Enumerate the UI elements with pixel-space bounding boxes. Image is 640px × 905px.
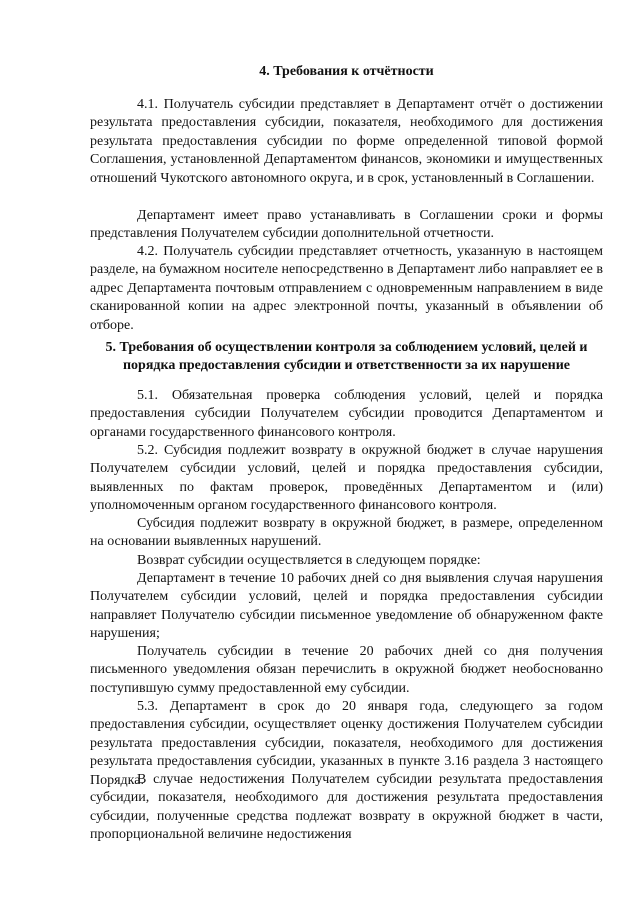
paragraph-4-2: 4.2. Получатель субсидии представляет отчетность, указанную в настоящем разделе, на бумажном носителе непосредственно в Департамент либо направляет ее в адрес Департамента почтовым отправлением с одновременным направлением в виде сканированной копии на адрес электронной почты, указанный в объявлении об отборе. xyxy=(90,244,603,333)
paragraph-4-1: 4.1. Получатель субсидии представляет в Департамент отчёт о достижении результата предоставления субсидии, показателя, необходимого для достижения результата предоставления субсидии по форме определенной типовой формой Соглашения, установленной Департаментом финансов, экономики и имущественных отношений Чукотского автономного округа, и в срок, установленный в Соглашении. xyxy=(90,97,603,186)
paragraph-5-1: 5.1. Обязательная проверка соблюдения условий, целей и порядка предоставления субсидии Получателем субсидии проводится Департаментом и органами государственного финансового контроля. xyxy=(90,388,603,440)
paragraph-5-3: 5.3. Департамент в срок до 20 января года, следующего за годом предоставления субсидии, осуществляет оценку достижения Получателем субсидии результата предоставления субсидии, показателя, необходимого для достижения результата предоставления субсидии, указанных в пункте 3.16 раздела 3 настоящего Порядка. xyxy=(90,699,603,788)
paragraph-5-2-refund: Получатель субсидии в течение 20 рабочих дней со дня получения письменного уведомления обязан перечислить в окружной бюджет необоснованно поступившую сумму предоставленной ему субсидии. xyxy=(90,644,603,696)
paragraph-5-3-shortfall: В случае недостижения Получателем субсидии результата предоставления субсидии, показателя, необходимого для достижения результата предоставления субсидии, полученные средства подлежат возврату в окружной бюджет в части, пропорциональной величине недостижения xyxy=(90,772,603,843)
section-4-title: 4. Требования к отчётности xyxy=(259,64,434,79)
paragraph-5-2-notice: Департамент в течение 10 рабочих дней со дня выявления случая нарушения Получателем субсидии условий, целей и порядка предоставления субсидии направляет Получателю субсидии письменное уведомление об обнаруженном факте нарушения; xyxy=(90,571,603,642)
paragraph-5-2: 5.2. Субсидия подлежит возврату в окружной бюджет в случае нарушения Получателем субсидии условий, целей и порядка предоставления субсидии, выявленных по фактам проверок, проведённых Департаментом и (или) уполномоченным органом государственного финансового контроля. xyxy=(90,443,603,514)
section-5-title: 5. Требования об осуществлении контроля за соблюдением условий, целей и порядка предоставления субсидии и ответственности за их нарушение xyxy=(105,340,588,374)
paragraph-4-1-extra: Департамент имеет право устанавливать в Соглашении сроки и формы представления Получателем субсидии дополнительной отчетности. xyxy=(90,208,603,242)
paragraph-5-2-size: Субсидия подлежит возврату в окружной бюджет, в размере, определенном на основании выявленных нарушений. xyxy=(90,516,603,550)
paragraph-5-2-order: Возврат субсидии осуществляется в следующем порядке: xyxy=(137,553,481,568)
